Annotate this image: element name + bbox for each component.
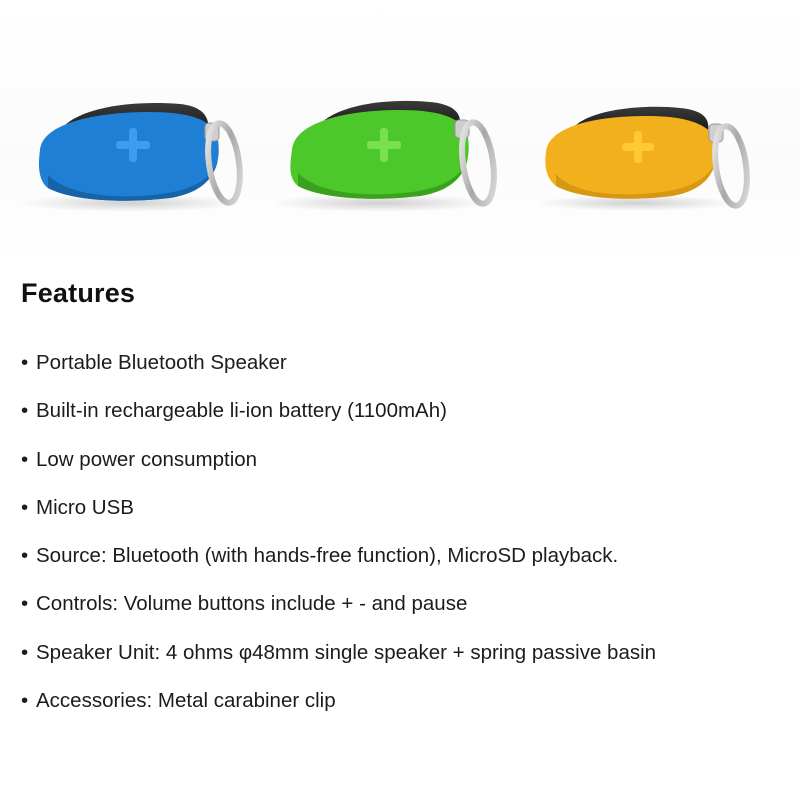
feature-text: Micro USB — [36, 495, 134, 519]
feature-text: Controls: Volume buttons include + - and pause — [36, 592, 468, 616]
bullet: • — [21, 640, 29, 664]
carabiner-icon — [455, 120, 499, 206]
feature-text: Speaker Unit: 4 ohms φ48mm single speaker + spring passive basin — [36, 640, 657, 664]
speakers-illustration — [0, 0, 800, 260]
bullet: • — [21, 447, 29, 471]
list-item — [21, 346, 656, 394]
bullet: • — [21, 592, 29, 616]
feature-text: Low power consumption — [36, 447, 258, 471]
bullet: • — [21, 495, 29, 519]
list-item — [21, 539, 656, 587]
list-item — [21, 684, 656, 732]
feature-text: Built-in rechargeable li-ion battery (1100mAh) — [36, 399, 447, 423]
list-item — [21, 394, 656, 442]
features-heading: Features — [21, 278, 136, 308]
speaker-yellow — [535, 107, 751, 211]
carabiner-icon — [204, 121, 245, 204]
carabiner-icon — [709, 124, 751, 208]
product-hero-image — [0, 0, 800, 260]
bullet: • — [21, 351, 29, 374]
speaker-blue — [20, 103, 244, 212]
speaker-green — [270, 101, 499, 212]
list-item — [21, 636, 656, 684]
feature-text: Accessories: Metal carabiner clip — [36, 689, 336, 713]
list-item — [21, 443, 656, 491]
bullet: • — [21, 399, 29, 423]
feature-list — [21, 346, 656, 732]
list-item — [21, 491, 656, 539]
bullet: • — [21, 544, 29, 568]
bullet: • — [21, 689, 29, 713]
feature-text: Source: Bluetooth (with hands-free function), MicroSD playback. — [36, 544, 619, 568]
feature-text: Portable Bluetooth Speaker — [36, 351, 287, 374]
list-item — [21, 587, 656, 635]
